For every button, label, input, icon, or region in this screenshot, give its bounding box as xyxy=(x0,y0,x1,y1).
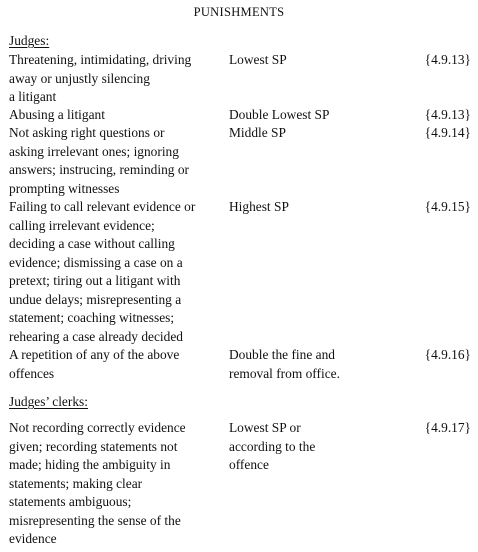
reference-cell: {4.9.15} xyxy=(424,199,471,214)
punishment-cell xyxy=(229,198,389,217)
punishment-line: according to the xyxy=(229,438,316,454)
reference-cell: {4.9.13} xyxy=(424,52,471,67)
offence-line: deciding a case without calling xyxy=(9,236,175,251)
punishment-line: Middle SP xyxy=(229,125,286,140)
punishment-line: Double the fine and xyxy=(229,347,335,362)
offence-cell xyxy=(9,106,214,125)
punishment-line: offence xyxy=(229,457,269,472)
offence-line: Abusing a litigant xyxy=(9,107,105,122)
offence-cell xyxy=(9,124,214,198)
offence-line: A repetition of any of the above xyxy=(9,347,180,362)
offence-line: away or unjustly silencing xyxy=(9,70,150,86)
offence-cell xyxy=(9,346,214,383)
offence-line: evidence; dismissing a case on a xyxy=(9,254,183,270)
punishment-cell xyxy=(229,124,389,143)
page-title: PUNISHMENTS xyxy=(193,5,285,19)
offence-line: Not recording correctly evidence xyxy=(9,420,186,435)
offence-line: statements; making clear xyxy=(9,475,143,491)
reference-cell: {4.9.13} xyxy=(424,107,471,122)
offence-line: calling irrelevant evidence; xyxy=(9,217,155,233)
punishment-cell xyxy=(229,419,389,475)
offence-line: statements ambiguous; xyxy=(9,494,132,509)
offence-line: offences xyxy=(9,365,55,381)
punishment-line: Lowest SP or xyxy=(229,420,301,435)
punishment-cell xyxy=(229,106,389,125)
offence-line: evidence xyxy=(9,531,57,546)
offence-line: undue delays; misrepresenting a xyxy=(9,291,182,307)
offence-line: statement; coaching witnesses; xyxy=(9,310,175,325)
reference-cell: {4.9.17} xyxy=(424,420,471,435)
offence-line: misrepresenting the sense of the xyxy=(9,512,181,528)
offence-line: Failing to call relevant evidence or xyxy=(9,199,196,214)
offence-line: given; recording statements not xyxy=(9,438,178,454)
offence-line: answers; instrucing, reminding or xyxy=(9,162,189,177)
offence-line: Threatening, intimidating, driving xyxy=(9,52,192,67)
punishment-line: Lowest SP xyxy=(229,52,287,67)
reference-cell: {4.9.14} xyxy=(424,125,471,140)
offence-line: made; hiding the ambiguity in xyxy=(9,457,171,472)
offence-line: Not asking right questions or xyxy=(9,125,165,140)
offence-cell xyxy=(9,419,214,549)
offence-cell xyxy=(9,198,214,346)
offence-line: rehearing a case already decided xyxy=(9,328,183,344)
punishment-line: removal from office. xyxy=(229,365,340,381)
punishment-line: Highest SP xyxy=(229,199,289,214)
offence-line: pretext; tiring out a litigant with xyxy=(9,273,181,288)
offence-line: asking irrelevant ones; ignoring xyxy=(9,143,179,159)
section-heading-judges-clerks: Judges’ clerks: xyxy=(9,394,88,409)
offence-line: prompting witnesses xyxy=(9,180,120,196)
punishment-cell xyxy=(229,346,389,383)
section-heading-judges: Judges: xyxy=(9,33,50,48)
offence-cell xyxy=(9,51,214,107)
reference-cell: {4.9.16} xyxy=(424,347,471,362)
punishment-cell xyxy=(229,51,389,70)
punishment-line: Double Lowest SP xyxy=(229,107,330,122)
offence-line: a litigant xyxy=(9,89,57,104)
